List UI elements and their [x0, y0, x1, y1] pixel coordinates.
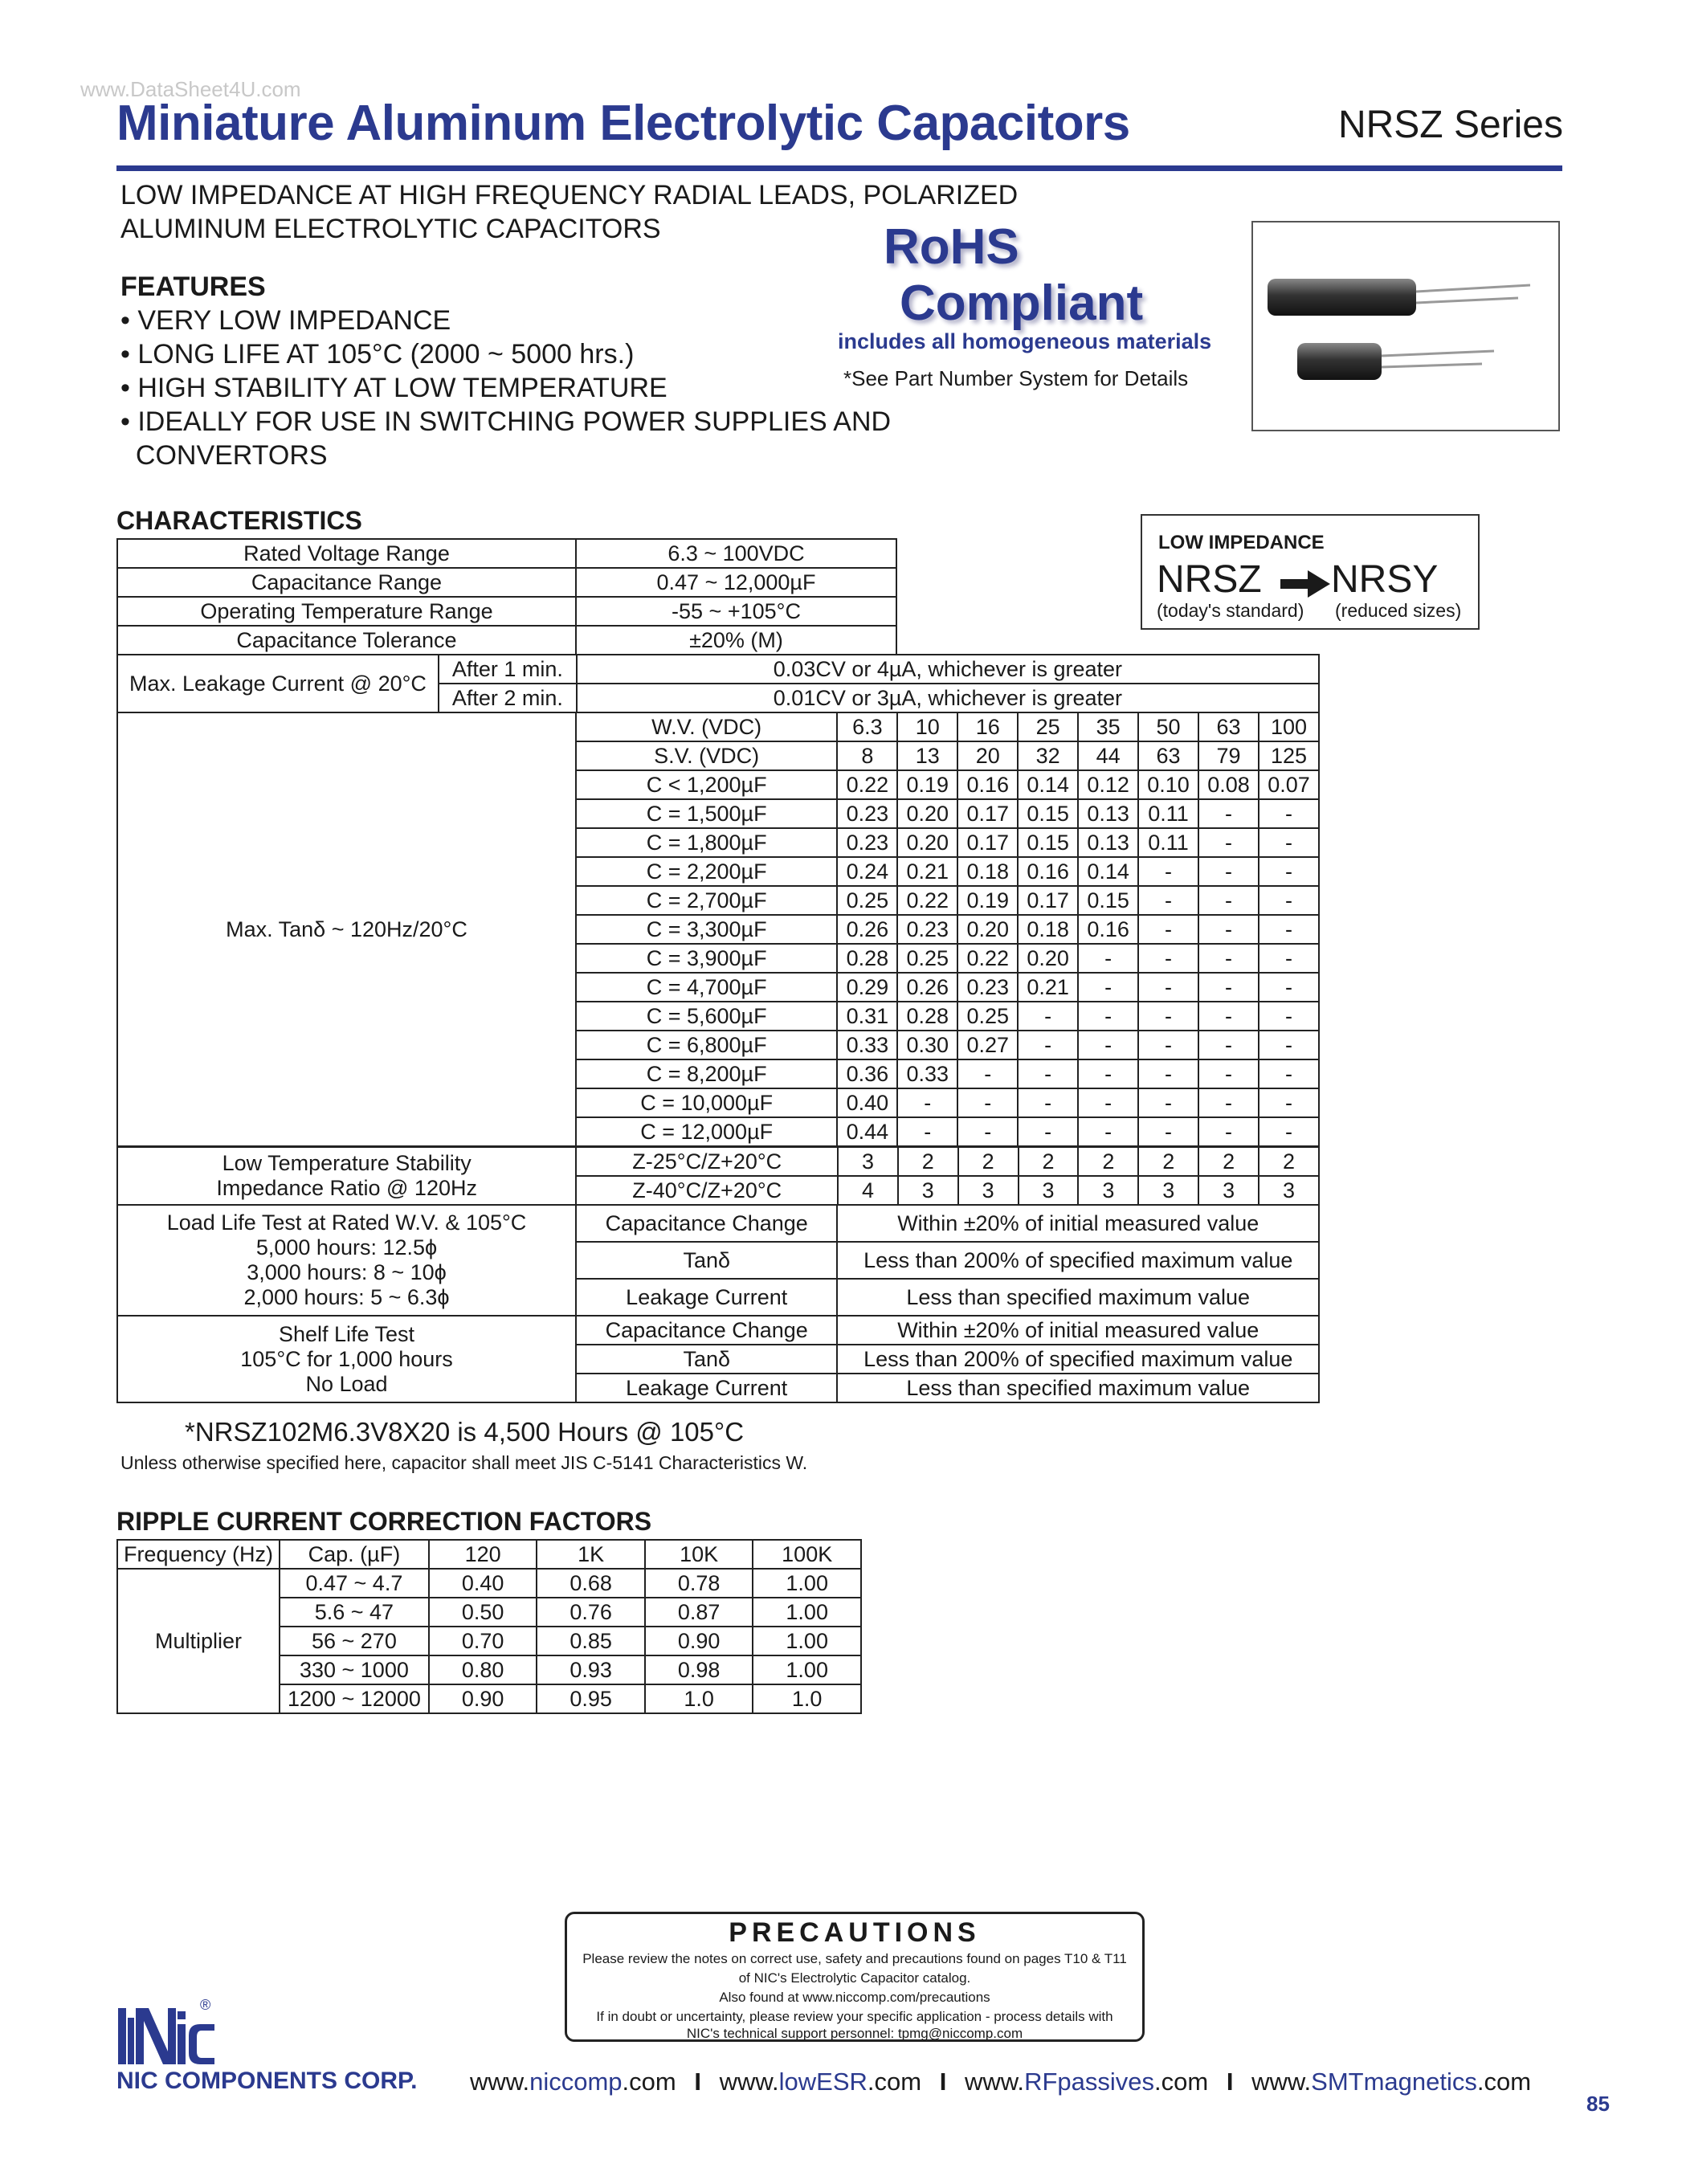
registered-mark: ®: [200, 1997, 211, 2013]
link-smtmagnetics[interactable]: www.SMTmagnetics.com: [1251, 2068, 1532, 2096]
table-cell: Operating Temperature Range: [117, 597, 576, 626]
table-cell: 1.00: [753, 1598, 861, 1627]
table-cell: 0.20: [897, 799, 957, 828]
table-cell: -: [1198, 1031, 1259, 1059]
table-cell: 2: [958, 1147, 1019, 1176]
table-cell: C = 3,900µF: [576, 944, 837, 973]
table-cell: C = 5,600µF: [576, 1002, 837, 1031]
table-cell: 0.33: [837, 1031, 897, 1059]
table-cell: 0.28: [837, 944, 897, 973]
table-cell: -55 ~ +105°C: [576, 597, 896, 626]
separator: I: [939, 2068, 947, 2096]
table-cell: -: [1078, 1088, 1138, 1117]
table-cell: -: [1078, 1031, 1138, 1059]
table-cell: 8: [837, 741, 897, 770]
table-cell: Within ±20% of initial measured value: [837, 1205, 1319, 1242]
table-cell: 0.20: [957, 915, 1018, 944]
table-cell: 3: [1259, 1176, 1319, 1205]
table-cell: 125: [1259, 741, 1319, 770]
table-cell: 3: [1019, 1176, 1079, 1205]
table-cell: -: [1259, 1059, 1319, 1088]
table-cell: Capacitance Tolerance: [117, 626, 576, 655]
table-cell: 0.29: [837, 973, 897, 1002]
table-cell: 0.17: [1018, 886, 1078, 915]
table-cell: -: [1198, 1088, 1259, 1117]
table-cell: 0.22: [837, 770, 897, 799]
table-cell: -: [1018, 1059, 1078, 1088]
rohs-heading: RoHS: [884, 219, 1019, 275]
table-cell: -: [897, 1117, 957, 1146]
table-cell: 0.27: [957, 1031, 1018, 1059]
table-cell: 0.95: [537, 1684, 645, 1713]
table-cell: 0.11: [1138, 799, 1198, 828]
table-cell: 0.70: [429, 1627, 537, 1655]
table-cell: 0.18: [1018, 915, 1078, 944]
table-cell: 3: [1198, 1176, 1259, 1205]
table-cell: C = 2,200µF: [576, 857, 837, 886]
table-cell: Less than specified maximum value: [837, 1279, 1319, 1316]
table-cell: 6.3: [837, 712, 897, 741]
table-cell: Frequency (Hz): [117, 1540, 280, 1569]
table-cell: 32: [1018, 741, 1078, 770]
table-cell: 5.6 ~ 47: [280, 1598, 429, 1627]
table-cell: -: [1198, 799, 1259, 828]
table-cell: 0.40: [837, 1088, 897, 1117]
table-cell: 0.17: [957, 828, 1018, 857]
table-cell: -: [1198, 857, 1259, 886]
shelf-life-line: Shelf Life Test: [278, 1321, 415, 1346]
table-cell: 6.3 ~ 100VDC: [576, 539, 896, 568]
subtitle-line-2: ALUMINUM ELECTROLYTIC CAPACITORS: [120, 214, 661, 244]
multiplier-label: Multiplier: [117, 1569, 280, 1713]
table-cell: 25: [1018, 712, 1078, 741]
ripple-table: [116, 1539, 862, 1714]
table-row: [117, 539, 896, 568]
table-cell: -: [1138, 973, 1198, 1002]
table-row: [117, 626, 896, 655]
basic-characteristics-table: [116, 538, 897, 655]
table-cell: -: [1259, 973, 1319, 1002]
table-cell: 0.31: [837, 1002, 897, 1031]
table-cell: -: [1198, 886, 1259, 915]
table-cell: -: [1018, 1117, 1078, 1146]
features-list: [120, 304, 891, 472]
table-cell: 0.23: [837, 828, 897, 857]
table-cell: -: [1138, 1117, 1198, 1146]
table-cell: 120: [429, 1540, 537, 1569]
table-cell: Rated Voltage Range: [117, 539, 576, 568]
table-cell: 1.0: [753, 1684, 861, 1713]
link-niccomp[interactable]: www.niccomp.com: [470, 2068, 676, 2096]
table-cell: 0.33: [897, 1059, 957, 1088]
table-cell: 0.44: [837, 1117, 897, 1146]
table-cell: 0.13: [1078, 799, 1138, 828]
table-cell: Cap. (µF): [280, 1540, 429, 1569]
table-cell: 0.18: [957, 857, 1018, 886]
table-cell: 79: [1198, 741, 1259, 770]
table-cell: 4: [838, 1176, 898, 1205]
table-cell: -: [1138, 886, 1198, 915]
table-cell: 35: [1078, 712, 1138, 741]
table-cell: -: [1198, 973, 1259, 1002]
table-cell: 1.00: [753, 1655, 861, 1684]
table-cell: 0.23: [957, 973, 1018, 1002]
table-cell: -: [1259, 1088, 1319, 1117]
table-cell: 0.40: [429, 1569, 537, 1598]
table-cell: C < 1,200µF: [576, 770, 837, 799]
link-lowesr[interactable]: www.lowESR.com: [719, 2068, 922, 2096]
table-cell: 2: [1198, 1147, 1259, 1176]
table-cell: 0.19: [957, 886, 1018, 915]
feature-item: CONVERTORS: [120, 440, 328, 471]
table-cell: -: [1018, 1002, 1078, 1031]
table-cell: -: [1078, 944, 1138, 973]
header-rule: [116, 165, 1562, 171]
load-life-line: 5,000 hours: 12.5ϕ: [255, 1235, 438, 1259]
table-cell: -: [1018, 1031, 1078, 1059]
table-cell: Tanδ: [576, 1345, 837, 1374]
table-cell: C = 2,700µF: [576, 886, 837, 915]
feature-item: • VERY LOW IMPEDANCE: [120, 305, 451, 336]
table-cell: -: [957, 1117, 1018, 1146]
table-cell: 50: [1138, 712, 1198, 741]
precautions-box: [565, 1912, 1145, 2042]
watermark: www.DataSheet4U.com: [80, 77, 301, 101]
table-cell: -: [1138, 1002, 1198, 1031]
load-life-line: Load Life Test at Rated W.V. & 105°C: [166, 1210, 527, 1235]
table-cell: Less than 200% of specified maximum value: [837, 1242, 1319, 1279]
table-cell: 10: [897, 712, 957, 741]
table-cell: -: [1198, 944, 1259, 973]
table-cell: -: [1198, 915, 1259, 944]
low-temp-line: Low Temperature Stability: [222, 1151, 472, 1175]
table-row: [117, 712, 1319, 741]
table-cell: 1K: [537, 1540, 645, 1569]
table-cell: 0.68: [537, 1569, 645, 1598]
table-cell: 0.23: [897, 915, 957, 944]
table-row: [117, 597, 896, 626]
nrsz-label: NRSZ: [1157, 558, 1262, 601]
compliant-heading: Compliant: [900, 276, 1144, 331]
table-cell: 2: [1138, 1147, 1198, 1176]
table-cell: 0.25: [897, 944, 957, 973]
table-cell: 0.22: [957, 944, 1018, 973]
table-cell: Capacitance Range: [117, 568, 576, 597]
page-number: 85: [1586, 2092, 1610, 2116]
table-cell: -: [1198, 1002, 1259, 1031]
page-title: Miniature Aluminum Electrolytic Capacitors: [116, 96, 1130, 151]
table-cell: 0.11: [1138, 828, 1198, 857]
ripple-title: RIPPLE CURRENT CORRECTION FACTORS: [116, 1507, 652, 1536]
table-cell: C = 12,000µF: [576, 1117, 837, 1146]
precautions-line: of NIC's Electrolytic Capacitor catalog.: [738, 1970, 971, 1986]
table-cell: 0.22: [897, 886, 957, 915]
life-test-table: [116, 1204, 1320, 1403]
table-cell: 0.87: [645, 1598, 753, 1627]
footnote-hours: *NRSZ102M6.3V8X20 is 4,500 Hours @ 105°C: [185, 1417, 745, 1447]
table-cell: Capacitance Change: [576, 1316, 837, 1345]
table-cell: Less than 200% of specified maximum value: [837, 1345, 1319, 1374]
link-rfpassives[interactable]: www.RFpassives.com: [964, 2068, 1209, 2096]
table-cell: 0.24: [837, 857, 897, 886]
feature-item: • IDEALLY FOR USE IN SWITCHING POWER SUPPLIES AND: [120, 406, 892, 437]
table-cell: 3: [898, 1176, 958, 1205]
low-temp-line: Impedance Ratio @ 120Hz: [216, 1176, 477, 1200]
table-cell: 0.20: [897, 828, 957, 857]
table-cell: 0.17: [957, 799, 1018, 828]
low-impedance-label: LOW IMPEDANCE: [1158, 532, 1325, 553]
table-cell: 0.93: [537, 1655, 645, 1684]
part-number-note: *See Part Number System for Details: [843, 366, 1189, 390]
table-row: [117, 1316, 1319, 1345]
table-cell: -: [1138, 1059, 1198, 1088]
table-cell: -: [1018, 1088, 1078, 1117]
subtitle-line-1: LOW IMPEDANCE AT HIGH FREQUENCY RADIAL LEADS, POLARIZED: [120, 180, 1019, 210]
table-cell: Capacitance Change: [576, 1205, 837, 1242]
table-cell: 0.25: [837, 886, 897, 915]
tan-delta-label: Max. Tanδ ~ 120Hz/20°C: [117, 712, 576, 1146]
table-cell: 1.00: [753, 1627, 861, 1655]
nrsz-sub: (today's standard): [1157, 600, 1304, 621]
series-name: NRSZ Series: [1337, 104, 1563, 146]
low-impedance-box: [1141, 514, 1480, 630]
table-cell: -: [1138, 1031, 1198, 1059]
table-cell: 0.30: [897, 1031, 957, 1059]
table-cell: -: [1138, 915, 1198, 944]
table-cell: Z-40°C/Z+20°C: [576, 1176, 838, 1205]
precautions-line: If in doubt or uncertainty, please review your specific application - process details with: [596, 2009, 1113, 2024]
table-cell: 0.85: [537, 1627, 645, 1655]
table-cell: -: [1259, 944, 1319, 973]
table-row: [117, 568, 896, 597]
table-cell: 0.15: [1018, 828, 1078, 857]
table-cell: 100K: [753, 1540, 861, 1569]
shelf-life-label: [117, 1316, 576, 1402]
table-cell: -: [1078, 1059, 1138, 1088]
table-cell: -: [1259, 857, 1319, 886]
table-cell: -: [1198, 1117, 1259, 1146]
table-cell: 16: [957, 712, 1018, 741]
table-cell: -: [1078, 973, 1138, 1002]
feature-item: • HIGH STABILITY AT LOW TEMPERATURE: [120, 373, 667, 403]
characteristics-title: CHARACTERISTICS: [116, 506, 362, 535]
precautions-line: NIC's technical support personnel: tpmg@niccomp.com: [686, 2026, 1023, 2041]
separator: I: [1226, 2068, 1234, 2096]
table-cell: 0.90: [645, 1627, 753, 1655]
table-cell: C = 1,800µF: [576, 828, 837, 857]
load-life-label: [117, 1205, 576, 1316]
table-row: [117, 1540, 861, 1569]
feature-item: • LONG LIFE AT 105°C (2000 ~ 5000 hrs.): [120, 339, 635, 369]
table-cell: 0.10: [1138, 770, 1198, 799]
table-cell: -: [1259, 1117, 1319, 1146]
load-life-line: 3,000 hours: 8 ~ 10ϕ: [247, 1260, 447, 1284]
footer-links: [470, 2068, 1531, 2096]
table-cell: 0.16: [1018, 857, 1078, 886]
table-cell: 0.12: [1078, 770, 1138, 799]
table-cell: ±20% (M): [576, 626, 896, 655]
table-cell: 44: [1078, 741, 1138, 770]
table-cell: 0.25: [957, 1002, 1018, 1031]
table-cell: -: [1198, 1059, 1259, 1088]
table-cell: 2: [1259, 1147, 1319, 1176]
features-title: FEATURES: [120, 271, 266, 302]
table-row: [117, 1569, 861, 1598]
company-name: NIC COMPONENTS CORP.: [116, 2068, 418, 2094]
low-temp-label: [117, 1147, 576, 1205]
table-cell: 3: [958, 1176, 1019, 1205]
table-cell: 0.15: [1078, 886, 1138, 915]
table-cell: 0.14: [1018, 770, 1078, 799]
table-cell: 1200 ~ 12000: [280, 1684, 429, 1713]
table-cell: Tanδ: [576, 1242, 837, 1279]
table-cell: 63: [1138, 741, 1198, 770]
table-cell: -: [1138, 944, 1198, 973]
separator: I: [694, 2068, 701, 2096]
table-cell: -: [1078, 1117, 1138, 1146]
low-temperature-table: [116, 1146, 1320, 1206]
table-cell: Leakage Current: [576, 1374, 837, 1402]
nrsy-sub: (reduced sizes): [1335, 600, 1462, 621]
table-cell: 0.47 ~ 4.7: [280, 1569, 429, 1598]
table-cell: 0.13: [1078, 828, 1138, 857]
table-cell: C = 8,200µF: [576, 1059, 837, 1088]
nic-logo: [116, 1994, 216, 2066]
table-cell: 0.20: [1018, 944, 1078, 973]
table-cell: 0.21: [897, 857, 957, 886]
table-cell: Less than specified maximum value: [837, 1374, 1319, 1402]
arrow-right-icon: [1280, 570, 1330, 598]
table-cell: C = 6,800µF: [576, 1031, 837, 1059]
table-cell: -: [1138, 857, 1198, 886]
table-row: [117, 1205, 1319, 1242]
tan-delta-table: [116, 712, 1320, 1147]
precautions-line: Please review the notes on correct use, safety and precautions found on pages T10 & T11: [582, 1951, 1127, 1966]
table-cell: -: [957, 1088, 1018, 1117]
table-cell: -: [1259, 1031, 1319, 1059]
table-cell: 0.78: [645, 1569, 753, 1598]
table-cell: C = 4,700µF: [576, 973, 837, 1002]
table-cell: 3: [1138, 1176, 1198, 1205]
table-row: [117, 1147, 1319, 1176]
table-cell: -: [1198, 828, 1259, 857]
table-cell: Within ±20% of initial measured value: [837, 1316, 1319, 1345]
table-cell: C = 3,300µF: [576, 915, 837, 944]
table-cell: C = 1,500µF: [576, 799, 837, 828]
table-cell: 3: [838, 1147, 898, 1176]
precautions-title: PRECAUTIONS: [729, 1917, 981, 1948]
table-cell: After 1 min.: [439, 655, 577, 684]
footnote-jis: Unless otherwise specified here, capacitor shall meet JIS C-5141 Characteristics W.: [120, 1452, 808, 1473]
table-cell: 0.26: [897, 973, 957, 1002]
table-cell: 1.0: [645, 1684, 753, 1713]
table-cell: 2: [1019, 1147, 1079, 1176]
leakage-table: [116, 654, 1320, 713]
capacitor-photo: [1251, 221, 1560, 431]
table-cell: 0.07: [1259, 770, 1319, 799]
table-cell: -: [1259, 886, 1319, 915]
table-cell: 0.23: [837, 799, 897, 828]
table-cell: -: [897, 1088, 957, 1117]
table-cell: 2: [1078, 1147, 1138, 1176]
table-cell: 0.28: [897, 1002, 957, 1031]
table-cell: 0.26: [837, 915, 897, 944]
table-cell: 0.16: [957, 770, 1018, 799]
nrsy-label: NRSY: [1331, 558, 1439, 601]
table-cell: 1.00: [753, 1569, 861, 1598]
table-row: [117, 655, 1319, 684]
table-cell: 0.03CV or 4µA, whichever is greater: [577, 655, 1319, 684]
table-cell: -: [1259, 828, 1319, 857]
table-cell: 3: [1078, 1176, 1138, 1205]
table-cell: 0.15: [1018, 799, 1078, 828]
table-cell: Leakage Current: [576, 1279, 837, 1316]
shelf-life-line: 105°C for 1,000 hours: [240, 1346, 453, 1371]
table-cell: 0.14: [1078, 857, 1138, 886]
table-cell: 100: [1259, 712, 1319, 741]
table-cell: 0.47 ~ 12,000µF: [576, 568, 896, 597]
table-cell: -: [1259, 799, 1319, 828]
table-cell: After 2 min.: [439, 684, 577, 712]
table-cell: 20: [957, 741, 1018, 770]
table-cell: -: [1078, 1002, 1138, 1031]
table-cell: 0.21: [1018, 973, 1078, 1002]
table-cell: -: [1259, 915, 1319, 944]
table-cell: 0.19: [897, 770, 957, 799]
table-cell: 63: [1198, 712, 1259, 741]
table-cell: 0.16: [1078, 915, 1138, 944]
table-cell: 0.01CV or 3µA, whichever is greater: [577, 684, 1319, 712]
table-cell: 0.80: [429, 1655, 537, 1684]
table-cell: 10K: [645, 1540, 753, 1569]
table-cell: 0.76: [537, 1598, 645, 1627]
table-cell: -: [1138, 1088, 1198, 1117]
table-cell: 13: [897, 741, 957, 770]
table-cell: -: [957, 1059, 1018, 1088]
table-cell: W.V. (VDC): [576, 712, 837, 741]
table-cell: S.V. (VDC): [576, 741, 837, 770]
table-cell: Max. Leakage Current @ 20°C: [117, 655, 439, 712]
table-cell: 0.90: [429, 1684, 537, 1713]
table-cell: Z-25°C/Z+20°C: [576, 1147, 838, 1176]
shelf-life-line: No Load: [305, 1371, 388, 1396]
table-cell: 0.36: [837, 1059, 897, 1088]
table-cell: 56 ~ 270: [280, 1627, 429, 1655]
table-cell: 0.50: [429, 1598, 537, 1627]
precautions-line: Also found at www.niccomp.com/precautions: [719, 1990, 990, 2005]
table-cell: 330 ~ 1000: [280, 1655, 429, 1684]
load-life-line: 2,000 hours: 5 ~ 6.3ϕ: [243, 1285, 450, 1309]
table-cell: 0.08: [1198, 770, 1259, 799]
table-cell: C = 10,000µF: [576, 1088, 837, 1117]
table-cell: -: [1259, 1002, 1319, 1031]
table-cell: 2: [898, 1147, 958, 1176]
table-cell: 0.98: [645, 1655, 753, 1684]
rohs-note: includes all homogeneous materials: [838, 329, 1212, 353]
